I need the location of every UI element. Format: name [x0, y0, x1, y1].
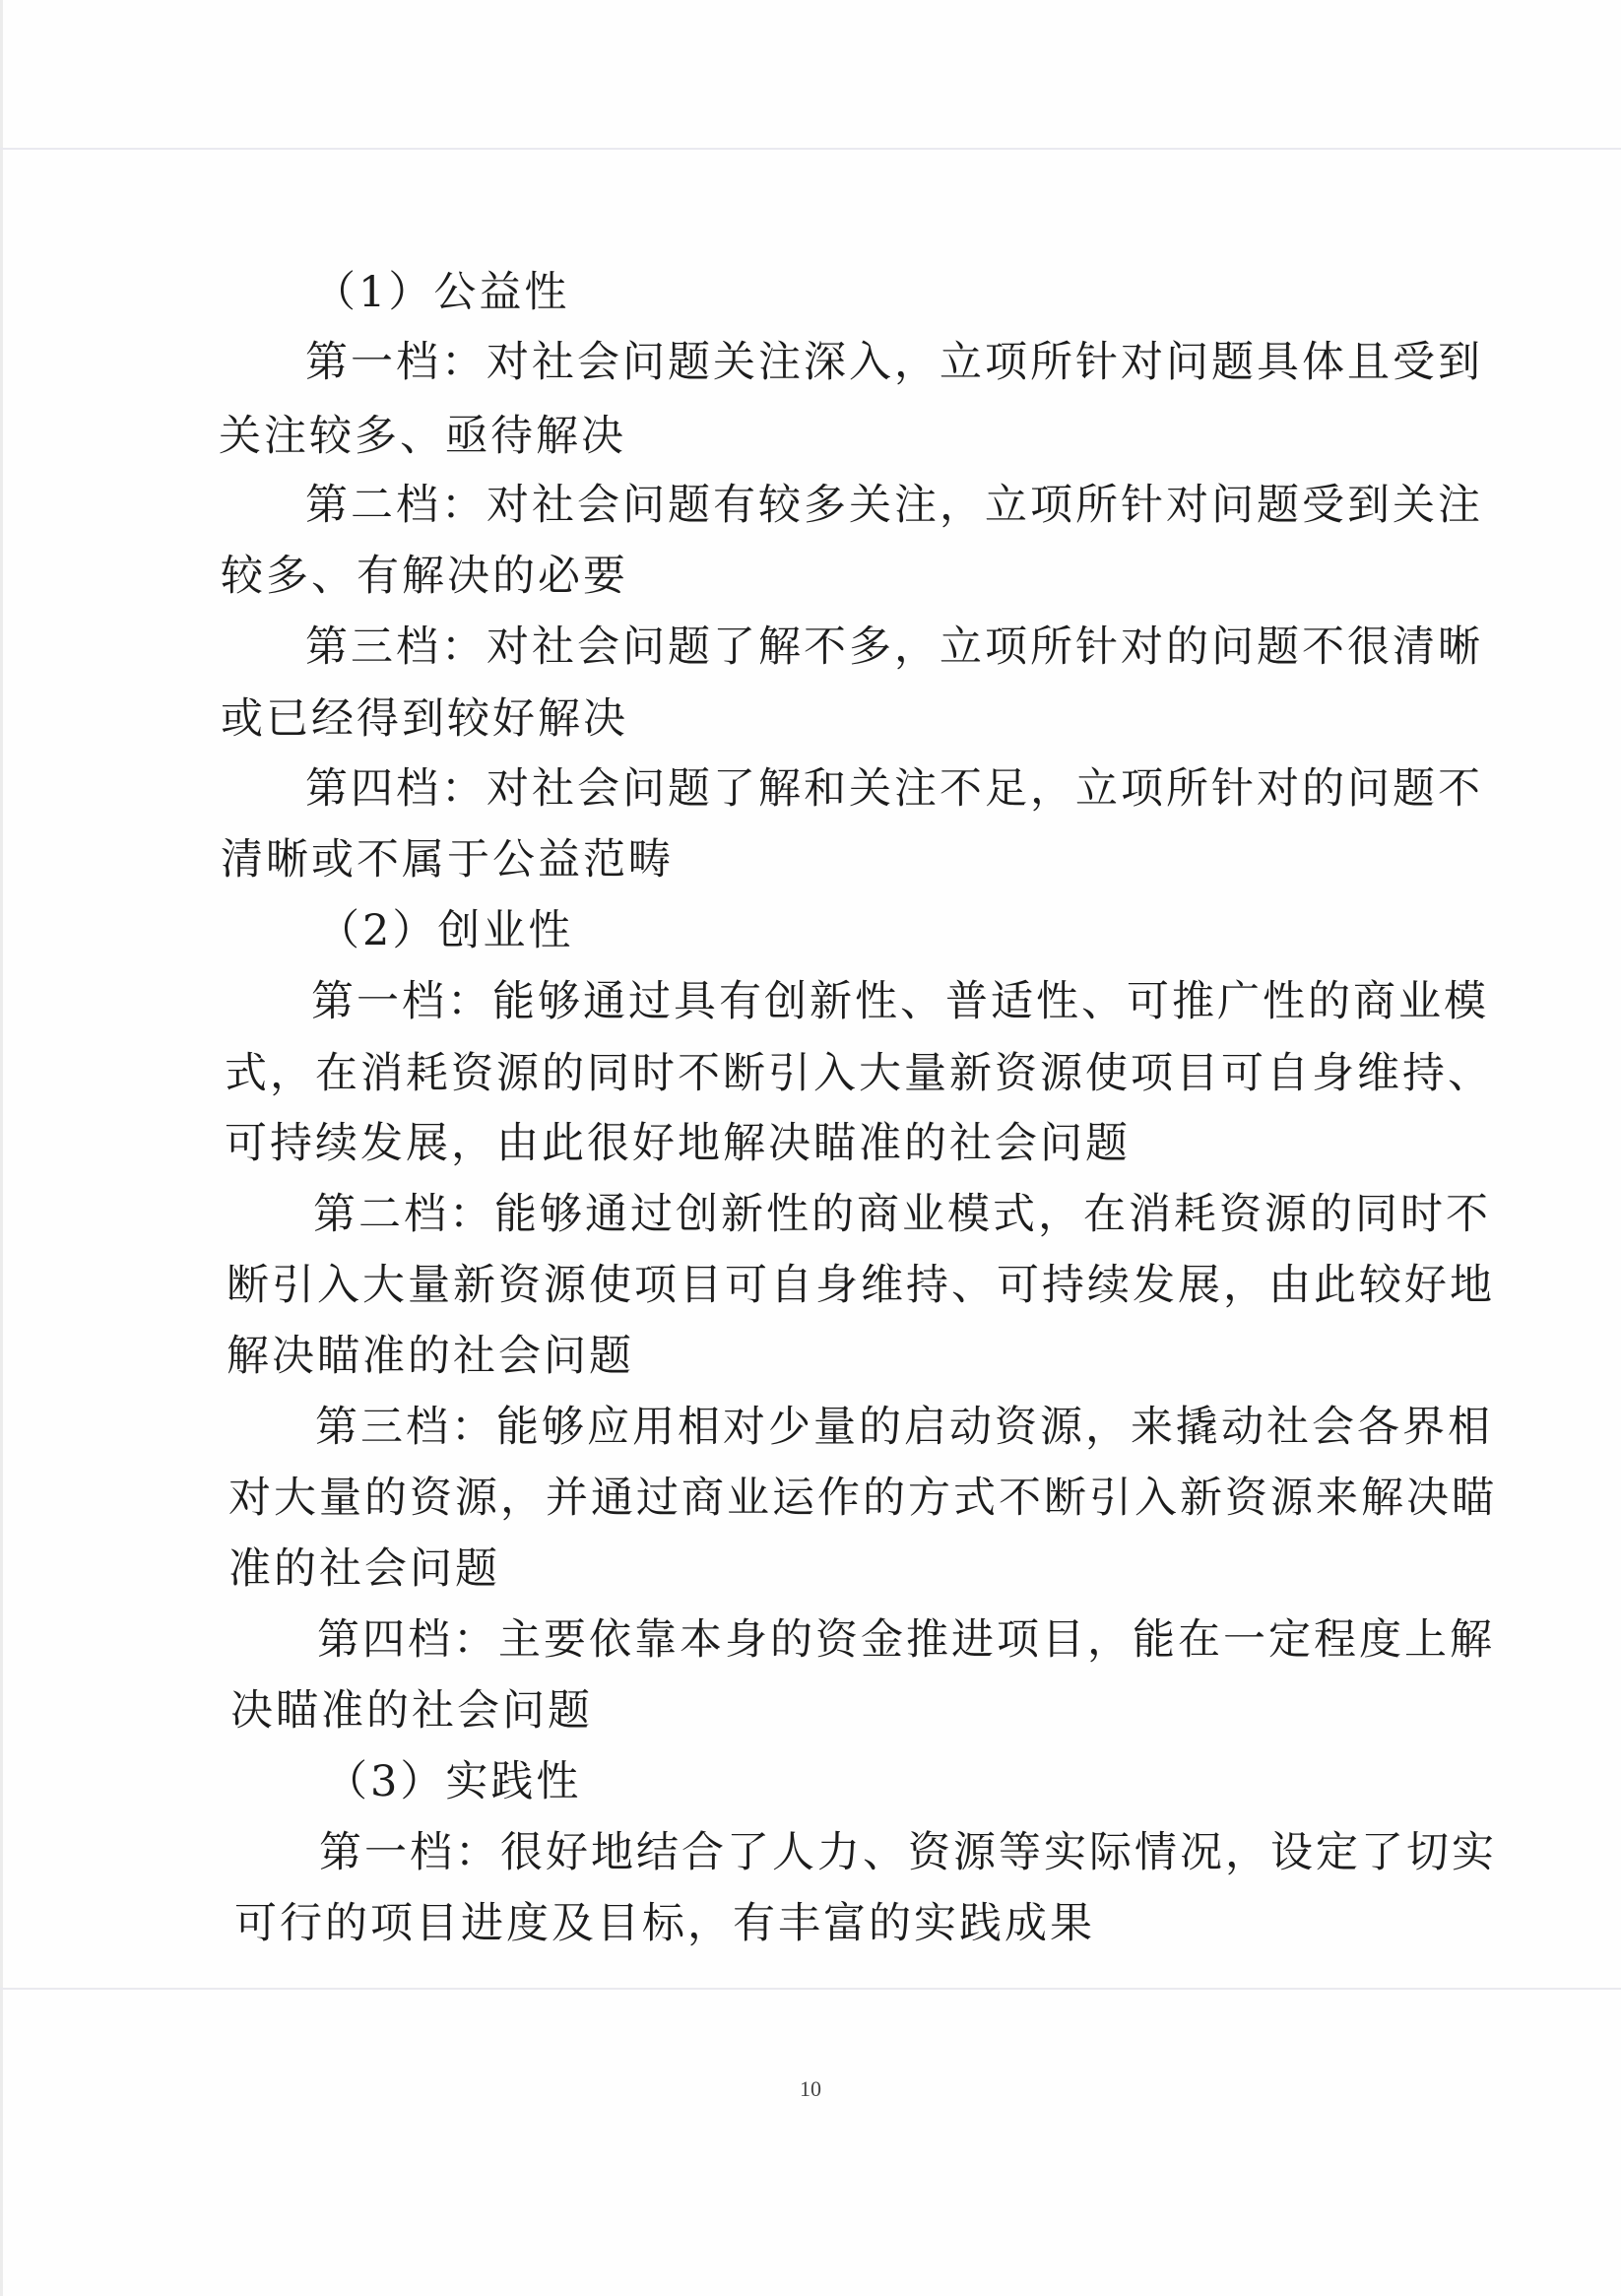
section-heading-practicality: （3）实践性	[325, 1757, 582, 1806]
scan-fold-line-top	[0, 148, 1621, 150]
tier-line: 第二档：能够通过创新性的商业模式，在消耗资源的同时不	[313, 1190, 1491, 1239]
tier-line: 准的社会问题	[228, 1544, 500, 1594]
tier-line: 断引入大量新资源使项目可自身维持、可持续发展，由此较好地	[227, 1261, 1495, 1310]
tier-line: 第一档：很好地结合了人力、资源等实际情况，设定了切实	[319, 1828, 1497, 1877]
section-heading-public-welfare: （1）公益性	[313, 268, 570, 317]
tier-line: 第四档：对社会问题了解和关注不足，立项所针对的问题不	[305, 764, 1483, 814]
tier-line: 第一档：对社会问题关注深入，立项所针对问题具体且受到	[305, 338, 1483, 387]
tier-line: 可持续发展，由此很好地解决瞄准的社会问题	[225, 1119, 1131, 1168]
tier-line: 第三档：对社会问题了解不多，立项所针对的问题不很清晰	[305, 623, 1483, 672]
scan-left-edge	[0, 0, 3, 2296]
tier-line: 第三档：能够应用相对少量的启动资源，来撬动社会各界相	[315, 1403, 1493, 1452]
section-heading-entrepreneurship: （2）创业性	[317, 906, 574, 955]
tier-line: 或已经得到较好解决	[221, 694, 628, 744]
tier-line: 关注较多、亟待解决	[219, 412, 626, 461]
tier-line: 第四档：主要依靠本身的资金推进项目，能在一定程度上解	[317, 1615, 1495, 1665]
tier-line: 决瞄准的社会问题	[230, 1686, 593, 1736]
page-number: 10	[800, 2076, 821, 2101]
tier-line: 式，在消耗资源的同时不断引入大量新资源使项目可自身维持、	[225, 1049, 1493, 1098]
tier-line: 解决瞄准的社会问题	[227, 1332, 634, 1381]
tier-line: 对大量的资源，并通过商业运作的方式不断引入新资源来解决瞄	[228, 1474, 1497, 1523]
tier-line: 第二档：对社会问题有较多关注，立项所针对问题受到关注	[305, 481, 1483, 530]
tier-line: 可行的项目进度及目标，有丰富的实践成果	[234, 1899, 1095, 1948]
tier-line: 较多、有解决的必要	[221, 552, 628, 601]
tier-line: 第一档：能够通过具有创新性、普适性、可推广性的商业模	[311, 977, 1489, 1026]
scan-fold-line-bottom	[0, 1988, 1621, 1990]
tier-line: 清晰或不属于公益范畴	[221, 835, 674, 885]
